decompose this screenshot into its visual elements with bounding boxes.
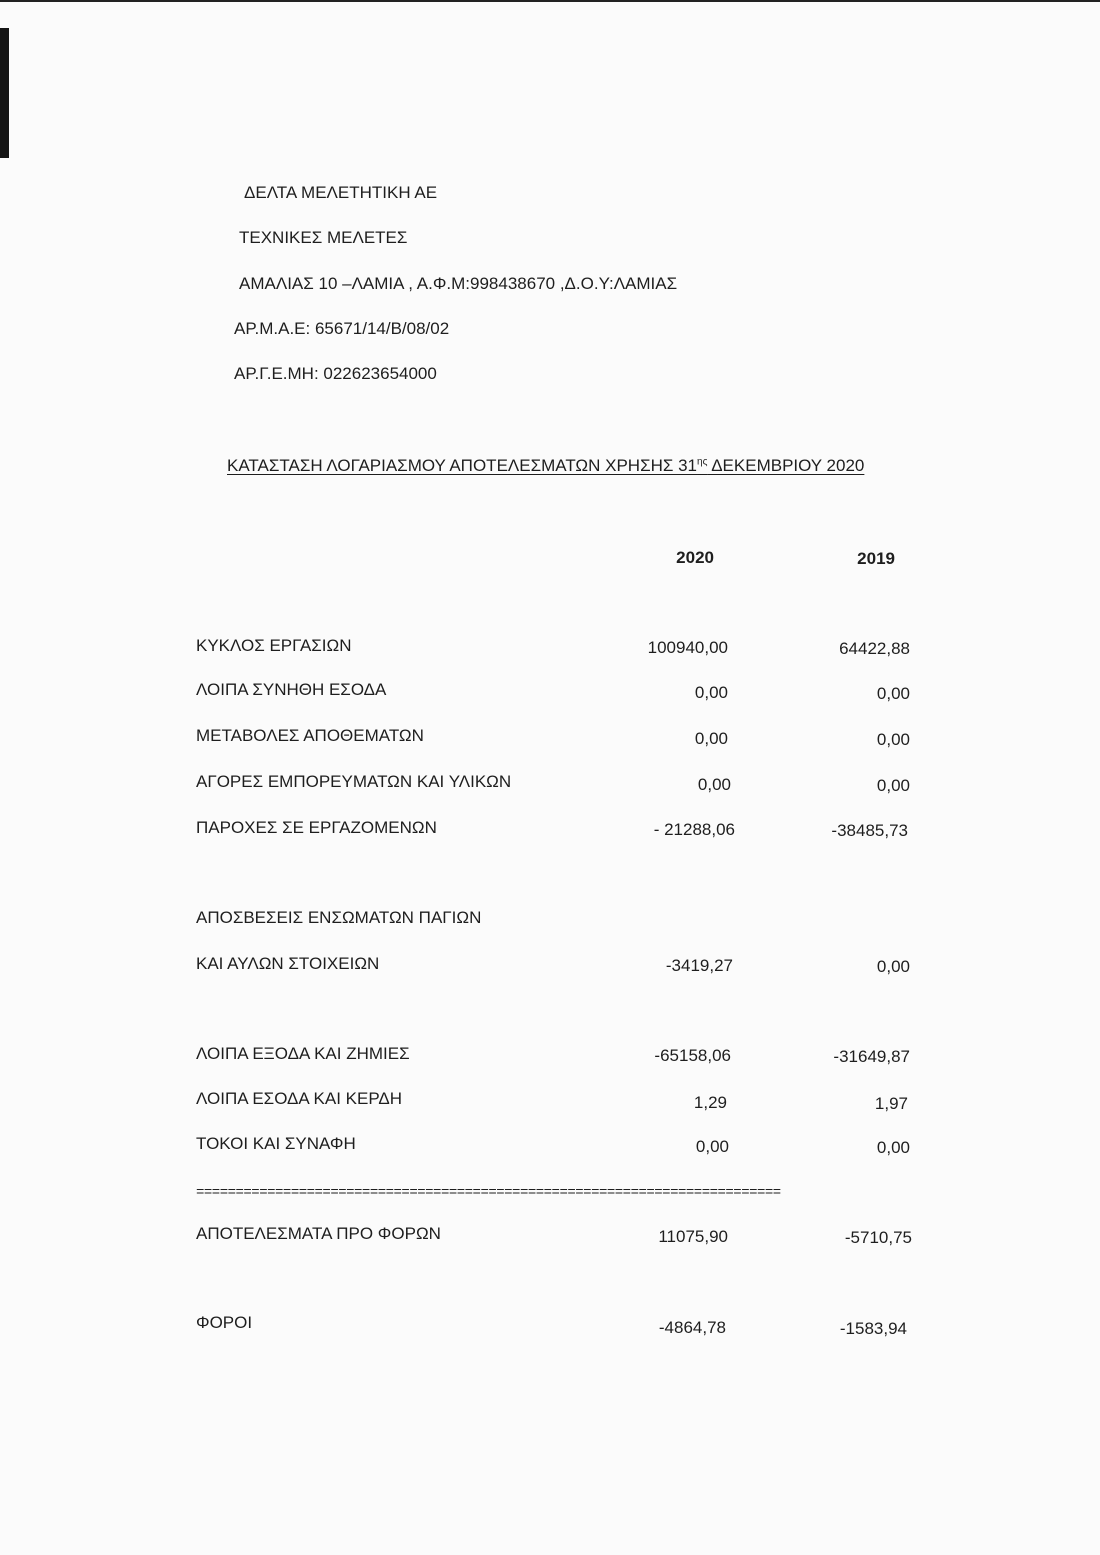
- value-2020: -65158,06: [654, 1046, 731, 1065]
- scan-edge-top: [0, 0, 1100, 2]
- statement-title-date: ΔΕΚΕΜΒΡΙΟΥ 2020: [707, 456, 865, 475]
- value-2019: 0,00: [876, 730, 910, 749]
- row-label: ΜΕΤΑΒΟΛΕΣ ΑΠΟΘΕΜΑΤΩΝ: [196, 726, 424, 745]
- value-2019: -31649,87: [833, 1047, 910, 1066]
- value-2019: 1,97: [874, 1094, 908, 1113]
- value-2019: -1583,94: [839, 1319, 907, 1338]
- row-label: ΛΟΙΠΑ ΣΥΝΗΘΗ ΕΣΟΔΑ: [196, 680, 387, 699]
- company-gemi: ΑΡ.Γ.Ε.ΜΗ: 022623654000: [234, 364, 437, 383]
- value-2019: 0,00: [876, 1138, 910, 1157]
- value-2019: -5710,75: [844, 1228, 912, 1247]
- value-2020: 1,29: [693, 1093, 727, 1112]
- value-2020: 100940,00: [647, 638, 728, 657]
- separator-line: ==========================================================================: [196, 1185, 781, 1201]
- row-label: ΑΠΟΤΕΛΕΣΜΑΤΑ ΠΡΟ ΦΟΡΩΝ: [196, 1224, 441, 1243]
- value-2019: 0,00: [876, 684, 910, 703]
- value-2019: 0,00: [876, 776, 910, 795]
- value-2020: - 21288,06: [653, 820, 735, 839]
- row-label: ΦΟΡΟΙ: [196, 1313, 253, 1332]
- value-2019: -38485,73: [831, 821, 908, 840]
- row-label: ΑΓΟΡΕΣ ΕΜΠΟΡΕΥΜΑΤΩΝ ΚΑΙ ΥΛΙΚΩΝ: [196, 772, 512, 791]
- value-2020: 11075,90: [658, 1227, 728, 1246]
- value-2020: 0,00: [694, 729, 728, 748]
- value-2020: -3419,27: [665, 956, 733, 975]
- value-2020: 0,00: [697, 775, 731, 794]
- value-2019: 64422,88: [839, 639, 910, 658]
- company-activity: ΤΕΧΝΙΚΕΣ ΜΕΛΕΤΕΣ: [239, 228, 408, 247]
- value-2020: 0,00: [694, 683, 728, 702]
- row-label: ΑΠΟΣΒΕΣΕΙΣ ΕΝΣΩΜΑΤΩΝ ΠΑΓΙΩΝ: [196, 908, 482, 927]
- value-2019: 0,00: [876, 957, 910, 976]
- row-label: ΛΟΙΠΑ ΕΣΟΔΑ ΚΑΙ ΚΕΡΔΗ: [196, 1089, 403, 1108]
- company-address: ΑΜΑΛΙΑΣ 10 –ΛΑΜΙΑ , Α.Φ.Μ:998438670 ,Δ.Ο.Υ:ΛΑΜΙΑΣ: [239, 274, 678, 293]
- scan-edge-left: [0, 28, 9, 158]
- row-label: ΠΑΡΟΧΕΣ ΣΕ ΕΡΓΑΖΟΜΕΝΩΝ: [196, 818, 437, 837]
- year-2019-header: 2019: [857, 549, 895, 568]
- company-mae: ΑΡ.Μ.Α.Ε: 65671/14/Β/08/02: [234, 319, 450, 338]
- row-label: ΚΥΚΛΟΣ ΕΡΓΑΣΙΩΝ: [196, 636, 352, 655]
- value-2020: -4864,78: [658, 1318, 726, 1337]
- statement-title: [227, 456, 864, 476]
- row-label: ΛΟΙΠΑ ΕΞΟΔΑ ΚΑΙ ΖΗΜΙΕΣ: [196, 1044, 410, 1063]
- row-label-continued: ΚΑΙ ΑΥΛΩΝ ΣΤΟΙΧΕΙΩΝ: [196, 954, 380, 973]
- statement-title-sup: ης: [697, 456, 708, 468]
- row-label: ΤΟΚΟΙ ΚΑΙ ΣΥΝΑΦΗ: [196, 1134, 356, 1153]
- company-name: ΔΕΛΤΑ ΜΕΛΕΤΗΤΙΚΗ ΑΕ: [244, 183, 438, 202]
- statement-title-main: ΚΑΤΑΣΤΑΣΗ ΛΟΓΑΡΙΑΣΜΟΥ ΑΠΟΤΕΛΕΣΜΑΤΩΝ ΧΡΗΣΗΣ 31: [227, 456, 698, 475]
- year-2020-header: 2020: [676, 548, 714, 567]
- value-2020: 0,00: [695, 1137, 729, 1156]
